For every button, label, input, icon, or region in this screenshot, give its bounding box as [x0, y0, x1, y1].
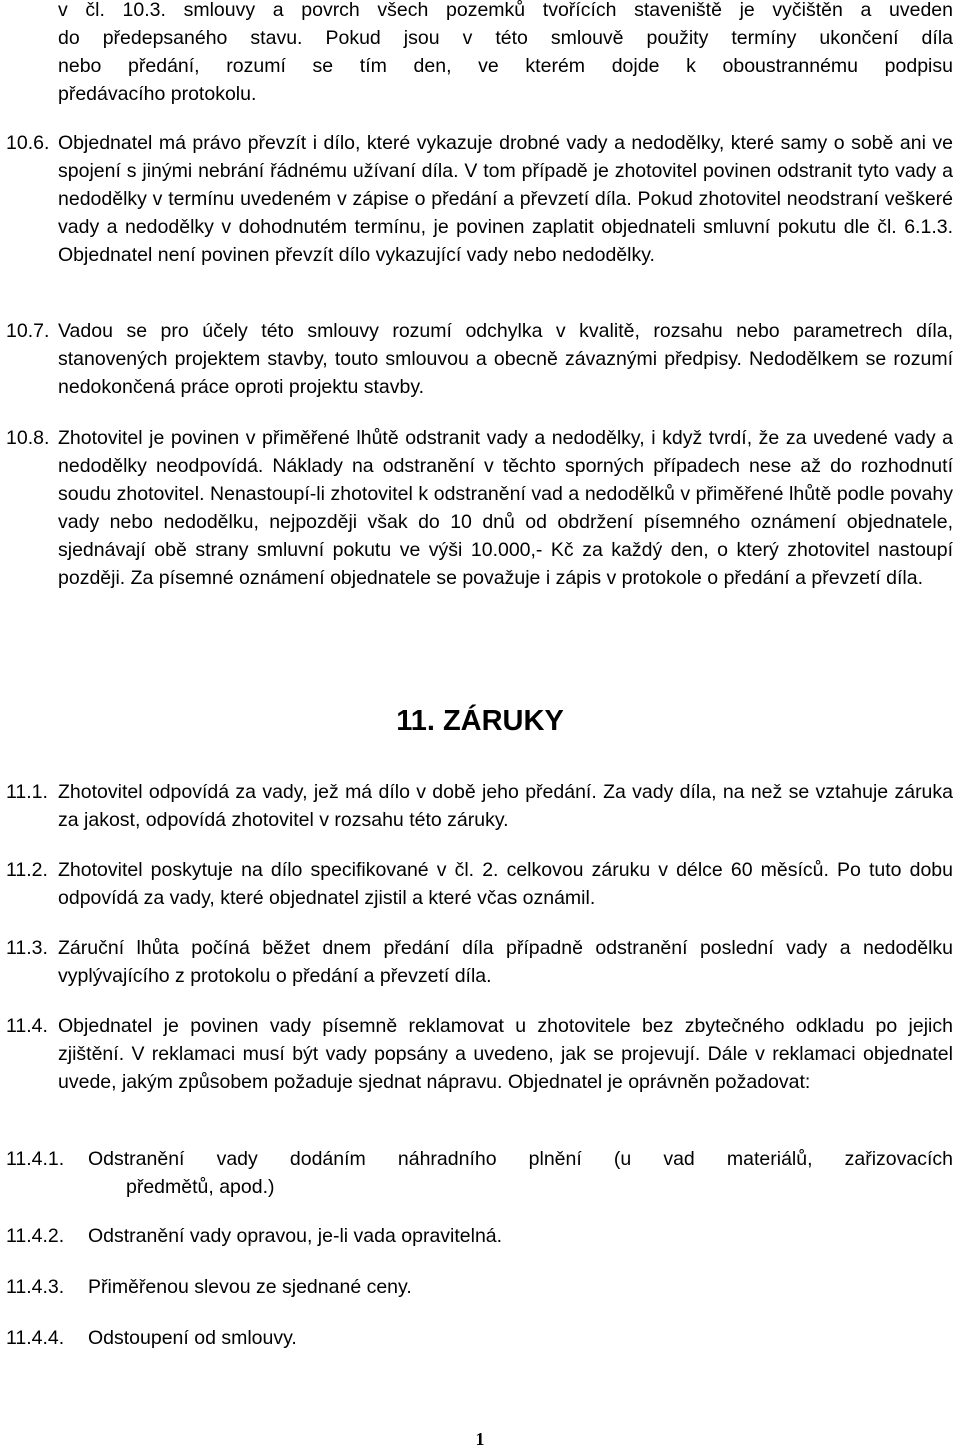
clause-text: Vadou se pro účely této smlouvy rozumí odchylka v kvalitě, rozsahu nebo parametrech díla, stanovených projektem stavby, touto smlouvou a obecně závaznými předpisy. Nedodělkem se rozumí nedokončená práce oproti projektu stavby. [58, 320, 953, 398]
clause-text: Záruční lhůta počíná běžet dnem předání díla případně odstranění poslední vady a nedodělku vyplývajícího z protokolu o předání a převzetí díla. [58, 937, 953, 987]
clause-text: Zhotovitel poskytuje na dílo specifikované v čl. 2. celkovou záruku v délce 60 měsíců. Po tuto dobu odpovídá za vady, které objednatel zjistil a které včas oznámil. [58, 859, 953, 909]
text-line: předávacího protokolu. [58, 83, 257, 105]
clause-text: Objednatel je povinen vady písemně reklamovat u zhotovitele bez zbytečného odkladu po jejich zjištění. V reklamaci musí být vady popsány a uvedeno, jak se projevují. Dále v reklamaci objednatel uvede, jakým způsobem požaduje sjednat nápravu. Objednatel je oprávněn požadovat: [58, 1015, 953, 1093]
clause-text: Zhotovitel odpovídá za vady, jež má dílo v době jeho předání. Za vady díla, na než se vztahuje záruka za jakost, odpovídá zhotovitel v rozsahu této záruky. [58, 781, 953, 831]
clause-number: 10.8. [6, 427, 50, 449]
clause-number: 11.4.3. [6, 1276, 65, 1298]
clause-text: Odstranění vady opravou, je-li vada opravitelná. [88, 1225, 503, 1247]
clause-number: 11.2. [6, 859, 48, 881]
text-line: v čl. 10.3. smlouvy a povrch všech pozemků tvořících staveniště je vyčištěn a uveden [58, 0, 953, 21]
page-number: 1 [475, 1429, 485, 1449]
section-heading: 11. ZÁRUKY [396, 705, 564, 737]
clause-number: 11.4. [6, 1015, 48, 1037]
clause-number: 11.4.1. [6, 1148, 65, 1170]
clause-number: 10.7. [6, 320, 50, 342]
text-line: nebo předání, rozumí se tím den, ve kterém dojde k oboustrannému podpisu [58, 55, 953, 77]
clause-11-4-1 [0, 1145, 960, 1201]
clause-number: 11.1. [6, 781, 48, 803]
clause-text: Přiměřenou slevou ze sjednané ceny. [88, 1276, 412, 1298]
clause-text: Objednatel má právo převzít i dílo, které vykazuje drobné vady a nedodělky, které samy o sobě ani ve spojení s jinými nebrání řádnému užívaní díla. V tom případě je zhotovitel povinen odstranit tyto vady a nedodělky v termínu uvedeném v zápise o předání a převzetí díla. Pokud zhotovitel neodstraní veškeré vady a nedodělky v dohodnutém termínu, je povinen zaplatit objednateli smluvní pokutu dle čl. 6.1.3. Objednatel není povinen převzít dílo vykazující vady nebo nedodělky. [58, 132, 953, 266]
clause-number: 11.3. [6, 937, 48, 959]
clause-text: Zhotovitel je povinen v přiměřené lhůtě odstranit vady a nedodělky, i když tvrdí, že za uvedené vady a nedodělky neodpovídá. Náklady na odstranění v těchto sporných případech nese až do rozhodnutí soudu zhotovitel. Nenastoupí-li zhotovitel k odstranění vad a nedodělků v přiměřené lhůtě podle povahy vady nebo nedodělku, nejpozději však do 10 dnů od obdržení písemného oznámení objednatele, sjednávají obě strany smluvní pokutu ve výši 10.000,- Kč za každý den, o který zhotovitel nastoupí později. Za písemné oznámení objednatele se považuje i zápis v protokole o předání a převzetí díla. [58, 427, 953, 589]
continuation-paragraph [58, 0, 953, 108]
text-line: do předepsaného stavu. Pokud jsou v této smlouvě použity termíny ukončení díla [58, 27, 953, 49]
clause-number: 11.4.4. [6, 1327, 65, 1349]
clause-number: 10.6. [6, 132, 50, 154]
clause-text-line: Odstranění vady dodáním náhradního plnění (u vad materiálů, zařizovacích [88, 1148, 953, 1170]
clause-text-line: předmětů, apod.) [126, 1176, 275, 1198]
clause-number: 11.4.2. [6, 1225, 65, 1247]
clause-text: Odstoupení od smlouvy. [88, 1327, 297, 1349]
